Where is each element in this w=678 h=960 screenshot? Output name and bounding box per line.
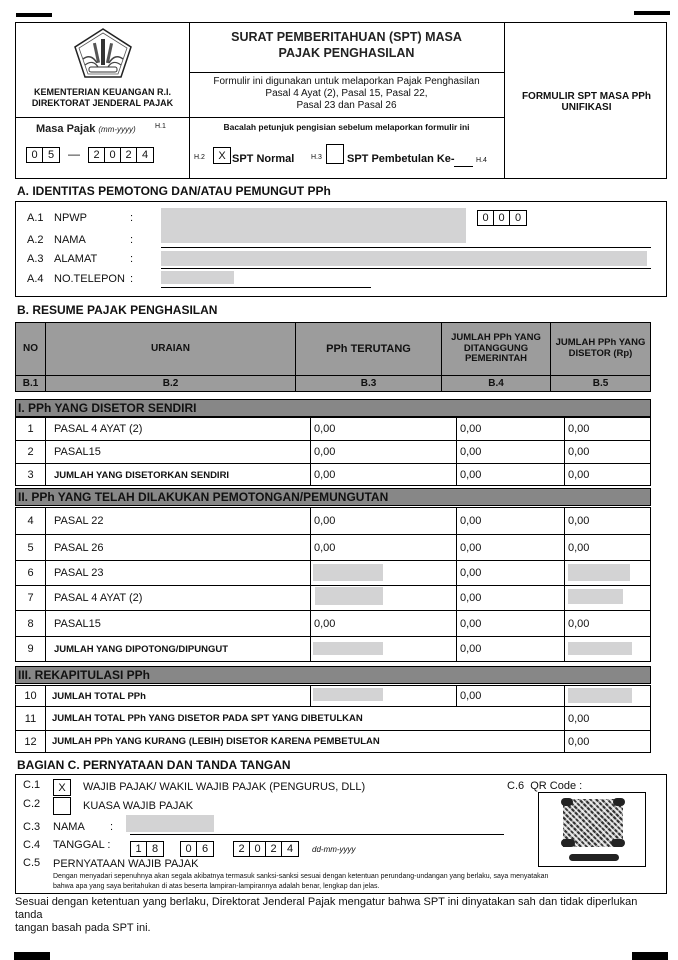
row-ditanggung[interactable]: 0,00 — [457, 508, 565, 534]
row-no: 9 — [16, 637, 46, 661]
pernyataan-label: PERNYATAAN WAJIB PAJAK — [53, 858, 199, 870]
signer-name-field[interactable] — [130, 834, 504, 835]
digit: 0 — [494, 211, 510, 225]
row-disetor[interactable]: 0,00 — [568, 541, 590, 554]
form-description — [189, 76, 504, 112]
digit: 5 — [47, 149, 55, 161]
row-disetor[interactable]: 0,00 — [568, 423, 590, 435]
alamat-field[interactable] — [161, 268, 651, 269]
part3-title: III. REKAPITULASI PPh — [15, 666, 651, 684]
row-no: 6 — [16, 561, 46, 585]
row-terutang[interactable]: 0,00 — [311, 508, 457, 534]
form-title — [189, 29, 504, 61]
section-a-box — [15, 201, 667, 297]
corner-marker-bottom-left — [14, 952, 50, 960]
title-line: SURAT PEMBERITAHUAN (SPT) MASA — [231, 30, 462, 44]
qr-caption-redacted — [569, 854, 619, 861]
date-format-hint: dd-mm-yyyy — [312, 845, 356, 854]
row-disetor[interactable]: 0,00 — [568, 617, 590, 630]
row-disetor[interactable]: 0,00 — [568, 469, 590, 481]
qr-code-icon — [563, 799, 623, 847]
row-terutang[interactable] — [311, 686, 457, 706]
c1-code: C.1 — [23, 779, 41, 791]
digit: 0 — [181, 842, 197, 856]
field-code: A.1 — [27, 212, 44, 224]
form-name-line: FORMULIR SPT MASA PPh — [521, 91, 652, 102]
part1-table — [15, 417, 651, 486]
redacted-value — [313, 688, 383, 701]
statement-line: Dengan menyadari sepenuhnya akan segala akibatnya termasuk sanksi-sanksi sesuai dengan ketentuan perundang-undangan yang berlaku, saya menyatakan — [53, 873, 549, 880]
masa-pajak-text: Masa Pajak — [36, 123, 96, 135]
section-c-box — [15, 774, 667, 894]
digit: 2 — [234, 842, 250, 856]
c3-code: C.3 — [23, 821, 41, 833]
row-no: 10 — [16, 686, 46, 706]
row-disetor[interactable] — [565, 561, 650, 585]
row-uraian: PASAL 26 — [46, 535, 311, 560]
npwp-nama-redacted — [161, 208, 466, 243]
npwp-label: NPWP — [54, 212, 87, 224]
row-uraian: PASAL 4 AYAT (2) — [46, 586, 311, 610]
row-disetor[interactable]: 0,00 — [568, 515, 590, 527]
row-ditanggung[interactable]: 0,00 — [457, 441, 565, 463]
row-uraian: PASAL 22 — [46, 508, 311, 534]
corner-marker-top-right — [634, 11, 670, 15]
digit: 0 — [478, 211, 494, 225]
corner-marker-bottom-right — [632, 952, 668, 960]
colon: : — [130, 273, 134, 285]
row-ditanggung[interactable]: 0,00 — [457, 561, 565, 585]
header-terutang: PPh TERUTANG — [295, 322, 442, 376]
digit: 0 — [514, 212, 522, 224]
part2-title: II. PPh YANG TELAH DILAKUKAN PEMOTONGAN/PEMUNGUTAN — [15, 488, 651, 506]
code-b5: B.5 — [550, 375, 651, 392]
masa-pajak-format: (mm-yyyy) — [98, 125, 136, 134]
ministry-line: KEMENTERIAN KEUANGAN R.I. — [33, 87, 171, 97]
colon: : — [130, 253, 134, 265]
form-name-line: UNIFIKASI — [561, 102, 612, 113]
digit: 0 — [27, 148, 43, 162]
redacted-value — [313, 564, 383, 581]
digit: 2 — [266, 842, 282, 856]
c6-code: C.6 — [507, 780, 525, 792]
code-b3: B.3 — [295, 375, 442, 392]
table-row — [16, 586, 650, 611]
colon: : — [110, 821, 114, 833]
tanggal-label: TANGGAL : — [53, 839, 111, 851]
part3-table — [15, 685, 651, 753]
section-a-title: A. IDENTITAS PEMOTONG DAN/ATAU PEMUNGUT PPh — [17, 184, 331, 198]
row-disetor[interactable]: 0,00 — [568, 446, 590, 458]
field-code: A.2 — [27, 234, 44, 246]
row-ditanggung[interactable]: 0,00 — [457, 586, 565, 610]
wajib-pajak-checkbox[interactable]: X — [53, 779, 71, 796]
digit: 8 — [151, 843, 159, 855]
spt-pembetulan-label: SPT Pembetulan Ke- — [347, 153, 455, 165]
telepon-label: NO.TELEPON — [54, 273, 125, 285]
masa-year-input[interactable] — [88, 147, 154, 163]
desc-line: Pasal 23 dan Pasal 26 — [296, 100, 397, 111]
c5-code: C.5 — [23, 857, 41, 869]
code-b4: B.4 — [441, 375, 551, 392]
colon: : — [130, 212, 134, 224]
form-name — [505, 91, 668, 113]
form-header — [15, 22, 667, 179]
row-ditanggung[interactable]: 0,00 — [457, 418, 565, 440]
row-terutang[interactable]: 0,00 — [311, 418, 457, 440]
redacted-value — [315, 587, 383, 605]
code-b1: B.1 — [15, 375, 46, 392]
row-no: 5 — [16, 535, 46, 560]
row-ditanggung[interactable]: 0,00 — [457, 686, 565, 706]
spt-normal-checkbox[interactable]: X — [213, 147, 231, 164]
table-row — [16, 611, 650, 637]
section-c-title: BAGIAN C. PERNYATAAN DAN TANDA TANGAN — [17, 758, 291, 772]
row-no: 7 — [16, 586, 46, 610]
desc-line: Formulir ini digunakan untuk melaporkan Pajak Penghasilan — [213, 76, 480, 87]
header-uraian: URAIAN — [45, 322, 296, 376]
row-disetor[interactable] — [565, 586, 650, 610]
alamat-label: ALAMAT — [54, 253, 98, 265]
divider — [189, 117, 504, 118]
row-disetor[interactable] — [565, 686, 650, 706]
c4-code: C.4 — [23, 839, 41, 851]
field-code: A.4 — [27, 273, 44, 285]
row-uraian: JUMLAH TOTAL PPh — [46, 686, 311, 706]
table-row — [16, 637, 650, 661]
row-no: 4 — [16, 508, 46, 534]
row-disetor[interactable]: 0,00 — [568, 735, 590, 748]
table-row — [16, 535, 650, 561]
row-terutang[interactable] — [311, 637, 457, 661]
row-terutang[interactable]: 0,00 — [311, 611, 457, 636]
footer-line: tangan basah pada SPT ini. — [15, 922, 151, 934]
nama-label: NAMA — [54, 234, 86, 246]
table-row — [16, 418, 650, 441]
alamat-redacted — [161, 251, 647, 266]
title-line: PAJAK PENGHASILAN — [278, 46, 415, 60]
statement-line: bahwa apa yang saya beritahukan di atas beserta lampiran-lampirannya adalah benar, lengkap dan jelas. — [53, 883, 380, 890]
date-year-input[interactable] — [233, 841, 299, 857]
row-uraian: PASAL15 — [46, 611, 311, 636]
footer-line: Sesuai dengan ketentuan yang berlaku, Direktorat Jenderal Pajak mengatur bahwa SPT ini dinyatakan sah dan tidak diperlukan tanda — [15, 896, 638, 921]
digit: 4 — [286, 843, 294, 855]
colon: : — [130, 234, 134, 246]
npwp-suffix[interactable] — [477, 210, 527, 226]
row-terutang[interactable] — [311, 561, 457, 585]
redacted-value — [568, 688, 632, 703]
table-row — [16, 731, 650, 752]
row-uraian: JUMLAH YANG DIPOTONG/DIPUNGUT — [46, 637, 311, 661]
part1-title: I. PPh YANG DISETOR SENDIRI — [15, 399, 651, 417]
kuasa-wajib-pajak-label: KUASA WAJIB PAJAK — [83, 800, 194, 812]
signer-name-redacted — [126, 815, 214, 832]
digit: 4 — [141, 149, 149, 161]
row-ditanggung[interactable]: 0,00 — [457, 464, 565, 486]
row-ditanggung[interactable]: 0,00 — [457, 637, 565, 661]
ministry-name — [16, 87, 189, 109]
redacted-value — [313, 642, 383, 655]
row-no: 3 — [16, 464, 46, 486]
c2-code: C.2 — [23, 798, 41, 810]
table-row — [16, 686, 650, 707]
kuasa-wajib-pajak-checkbox[interactable] — [53, 797, 71, 815]
qr-code-frame — [538, 792, 646, 867]
instruction-text: Bacalah petunjuk pengisian sebelum melaporkan formulir ini — [223, 122, 470, 132]
row-no: 11 — [16, 707, 46, 730]
row-disetor[interactable]: 0,00 — [568, 712, 590, 725]
row-disetor[interactable] — [565, 637, 650, 661]
header-ditanggung: JUMLAH PPh YANG DITANGGUNG PEMERINTAH — [441, 322, 551, 376]
masa-month-input[interactable] — [26, 147, 60, 163]
date-month-input[interactable] — [180, 841, 214, 857]
digit: 0 — [250, 842, 266, 856]
row-ditanggung[interactable]: 0,00 — [457, 611, 565, 636]
row-terutang[interactable]: 0,00 — [311, 441, 457, 463]
row-no: 2 — [16, 441, 46, 463]
table-row — [16, 464, 650, 486]
masa-pajak-label — [36, 123, 136, 135]
h3-code: H.3 — [311, 154, 322, 161]
digit: 1 — [131, 842, 147, 856]
statement-text — [53, 872, 663, 892]
row-uraian: JUMLAH YANG DISETORKAN SENDIRI — [46, 464, 311, 486]
row-terutang[interactable]: 0,00 — [311, 535, 457, 560]
row-no: 12 — [16, 731, 46, 752]
digit: 2 — [121, 148, 137, 162]
row-uraian: JUMLAH PPh YANG KURANG (LEBIH) DISETOR KARENA PEMBETULAN — [46, 731, 565, 752]
pembetulan-number-field[interactable] — [454, 166, 473, 167]
row-uraian: JUMLAH TOTAL PPh YANG DISETOR PADA SPT YANG DIBETULKAN — [46, 707, 565, 730]
telepon-redacted — [161, 271, 234, 284]
table-row — [16, 508, 650, 535]
qr-code-label: QR Code : — [530, 780, 583, 792]
row-terutang[interactable] — [311, 586, 457, 610]
spt-normal-label: SPT Normal — [232, 153, 295, 165]
section-b-title: B. RESUME PAJAK PENGHASILAN — [17, 303, 218, 317]
date-day-input[interactable] — [130, 841, 164, 857]
header-no: NO — [15, 322, 46, 376]
row-uraian: PASAL15 — [46, 441, 311, 463]
redacted-value — [568, 564, 630, 581]
h1-code: H.1 — [155, 123, 166, 130]
h2-code: H.2 — [194, 154, 205, 161]
field-code: A.3 — [27, 253, 44, 265]
table-row — [16, 441, 650, 464]
row-no: 8 — [16, 611, 46, 636]
code-b2: B.2 — [45, 375, 296, 392]
table-row — [16, 561, 650, 586]
directorate-line: DIREKTORAT JENDERAL PAJAK — [31, 98, 174, 108]
nama-label: NAMA — [53, 821, 85, 833]
redacted-value — [568, 589, 623, 604]
nama-field[interactable] — [161, 247, 651, 248]
spt-pembetulan-checkbox[interactable] — [326, 144, 344, 164]
part2-table — [15, 507, 651, 662]
row-uraian: PASAL 23 — [46, 561, 311, 585]
h4-code: H.4 — [476, 157, 487, 164]
row-no: 1 — [16, 418, 46, 440]
row-uraian: PASAL 4 AYAT (2) — [46, 418, 311, 440]
desc-line: Pasal 4 Ayat (2), Pasal 15, Pasal 22, — [265, 88, 428, 99]
header-disetor: JUMLAH PPh YANG DISETOR (Rp) — [550, 322, 651, 376]
digit: 0 — [105, 148, 121, 162]
footer-note — [15, 896, 667, 935]
dash: — — [68, 147, 80, 161]
digit: 6 — [201, 843, 209, 855]
row-terutang[interactable]: 0,00 — [311, 464, 457, 486]
corner-marker-top-left — [16, 13, 52, 17]
digit: 2 — [89, 148, 105, 162]
divider — [189, 72, 504, 73]
telepon-field[interactable] — [161, 287, 371, 288]
redacted-value — [568, 642, 632, 655]
row-ditanggung[interactable]: 0,00 — [457, 535, 565, 560]
qr-label — [507, 780, 582, 792]
table-row — [16, 707, 650, 731]
divider — [16, 117, 189, 118]
kemenkeu-logo — [71, 27, 135, 81]
wajib-pajak-label: WAJIB PAJAK/ WAKIL WAJIB PAJAK (PENGURUS, DLL) — [83, 781, 366, 793]
